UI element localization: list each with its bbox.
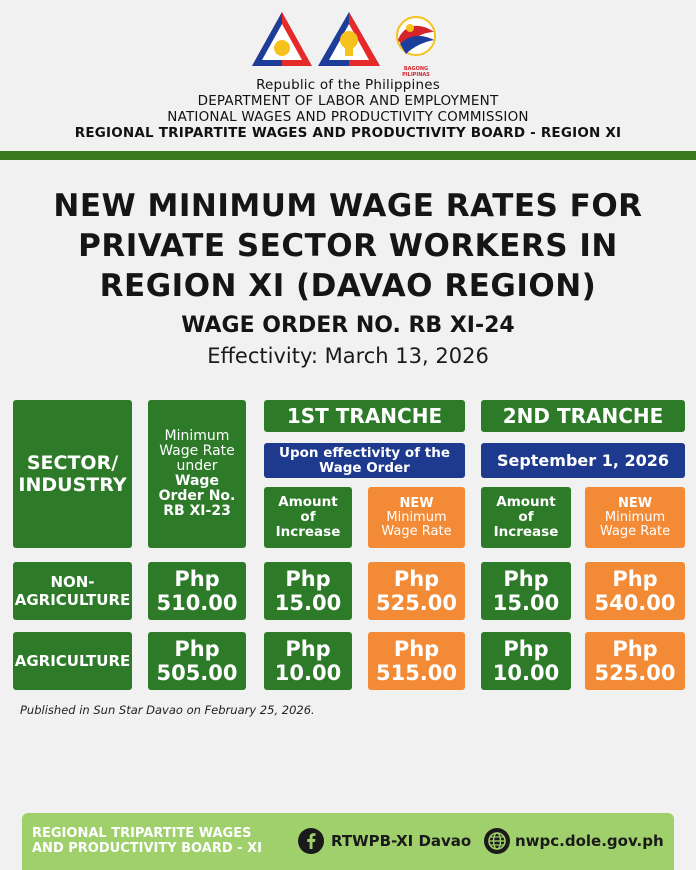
row2-t2-inc-currency: Php xyxy=(503,637,549,661)
minwage-hdr-l4: Wage xyxy=(175,473,219,489)
row1-t2-inc-currency: Php xyxy=(503,567,549,591)
row1-label-l1: NON- xyxy=(50,573,95,591)
minwage-hdr-l5: Order No. xyxy=(158,488,236,504)
tranche1-header: 1ST TRANCHE xyxy=(264,400,465,432)
page-title xyxy=(0,186,696,306)
title-line-3: REGION XI (DAVAO REGION) xyxy=(99,268,597,304)
row1-t1-new-rate xyxy=(368,562,465,620)
tranche1-new-rate-header xyxy=(368,487,465,548)
row1-t1-new-value: 525.00 xyxy=(375,591,458,615)
logo-row xyxy=(0,10,696,76)
tranche1-desc-l1: Upon effectivity of the xyxy=(279,444,450,461)
nwpc-logo xyxy=(316,10,382,70)
tranche2-new-rate-header xyxy=(585,487,685,548)
website-link[interactable]: nwpc.dole.gov.ph xyxy=(515,832,664,850)
tranche1-increase-header xyxy=(264,487,352,548)
row1-t1-new-currency: Php xyxy=(393,567,440,591)
row-label-non-agriculture xyxy=(13,562,132,620)
row-label-agriculture: AGRICULTURE xyxy=(13,632,132,690)
header-divider xyxy=(0,151,696,160)
row2-t1-new-rate xyxy=(368,632,465,690)
t1-new-l3: Wage Rate xyxy=(381,523,452,539)
bagong-pilipinas-emblem xyxy=(390,14,442,62)
row1-t1-increase xyxy=(264,562,352,620)
nwpc-line: NATIONAL WAGES AND PRODUCTIVITY COMMISSION xyxy=(167,109,529,125)
sector-header-line2: INDUSTRY xyxy=(18,474,127,496)
minwage-hdr-l2: Wage Rate xyxy=(159,443,235,459)
row2-t1-inc-value: 10.00 xyxy=(274,661,342,685)
row2-t1-new-currency: Php xyxy=(393,637,440,661)
minwage-hdr-l1: Minimum xyxy=(164,428,230,444)
tranche2-increase-header xyxy=(481,487,571,548)
row1-current-value: 510.00 xyxy=(156,591,238,615)
row1-label-l2: AGRICULTURE xyxy=(14,591,131,609)
row2-t2-new-value: 525.00 xyxy=(594,661,676,685)
row1-t2-increase xyxy=(481,562,571,620)
minwage-hdr-l3: under xyxy=(176,458,218,474)
t1-inc-l1: Amount xyxy=(278,494,338,510)
tranche2-effectivity: September 1, 2026 xyxy=(481,443,685,478)
dole-logo xyxy=(250,10,314,70)
sector-header-line1: SECTOR/ xyxy=(26,452,119,474)
bagong-pilipinas-logo xyxy=(390,14,442,78)
t1-inc-l2: of xyxy=(300,509,316,525)
row2-t2-increase xyxy=(481,632,571,690)
tranche1-desc-l2: Wage Order xyxy=(319,459,410,476)
row2-current-value: 505.00 xyxy=(156,661,238,685)
wage-order-number: WAGE ORDER NO. RB XI-24 xyxy=(181,313,515,338)
t1-new-l1: NEW xyxy=(399,495,434,511)
tranche2-header: 2ND TRANCHE xyxy=(481,400,685,432)
globe-icon xyxy=(483,827,511,855)
current-min-wage-header xyxy=(148,400,246,548)
facebook-icon xyxy=(297,827,325,855)
row2-current-currency: Php xyxy=(174,637,220,661)
publication-note: Published in Sun Star Davao on February 25, 2026. xyxy=(20,703,315,717)
effectivity-date: Effectivity: March 13, 2026 xyxy=(207,344,489,368)
tranche1-effectivity xyxy=(264,443,465,478)
row2-t1-increase xyxy=(264,632,352,690)
title-line-1: NEW MINIMUM WAGE RATES FOR xyxy=(53,188,643,224)
agency-header xyxy=(0,77,696,141)
footer-org-name xyxy=(32,826,262,856)
sector-industry-header xyxy=(13,400,132,548)
t2-inc-l3: Increase xyxy=(493,524,559,540)
dole-line: DEPARTMENT OF LABOR AND EMPLOYMENT xyxy=(197,93,499,109)
t1-new-l2: Minimum xyxy=(386,509,447,525)
footer-org-l1: REGIONAL TRIPARTITE WAGES xyxy=(32,826,252,841)
facebook-page-name[interactable]: RTWPB-XI Davao xyxy=(331,832,472,850)
t2-new-l3: Wage Rate xyxy=(599,523,671,539)
row1-t2-new-rate xyxy=(585,562,685,620)
row1-current-wage xyxy=(148,562,246,620)
bagong-pilipinas-text: BAGONG PILIPINAS xyxy=(402,66,430,78)
t1-inc-l3: Increase xyxy=(275,524,341,540)
minwage-hdr-l6: RB XI-23 xyxy=(163,503,231,519)
t2-new-l1: NEW xyxy=(617,495,653,511)
t2-inc-l2: of xyxy=(518,509,534,525)
row1-current-currency: Php xyxy=(174,567,220,591)
footer-org-l2: AND PRODUCTIVITY BOARD - XI xyxy=(32,841,262,856)
republic-line: Republic of the Philippines xyxy=(256,77,440,93)
row2-t2-new-rate xyxy=(585,632,685,690)
rtwpb-line: REGIONAL TRIPARTITE WAGES AND PRODUCTIVITY BOARD - REGION XI xyxy=(74,125,622,141)
row1-t2-inc-value: 15.00 xyxy=(492,591,560,615)
title-line-2: PRIVATE SECTOR WORKERS IN xyxy=(78,228,618,264)
row2-t2-new-currency: Php xyxy=(612,637,658,661)
row2-t1-new-value: 515.00 xyxy=(375,661,458,685)
t2-inc-l1: Amount xyxy=(496,494,556,510)
footer xyxy=(22,813,674,870)
row1-t2-new-currency: Php xyxy=(612,567,658,591)
row1-t2-new-value: 540.00 xyxy=(594,591,676,615)
row1-t1-inc-value: 15.00 xyxy=(274,591,342,615)
row2-current-wage xyxy=(148,632,246,690)
t2-new-l2: Minimum xyxy=(604,509,666,525)
row2-t2-inc-value: 10.00 xyxy=(492,661,560,685)
row1-t1-inc-currency: Php xyxy=(285,567,331,591)
row2-t1-inc-currency: Php xyxy=(285,637,331,661)
